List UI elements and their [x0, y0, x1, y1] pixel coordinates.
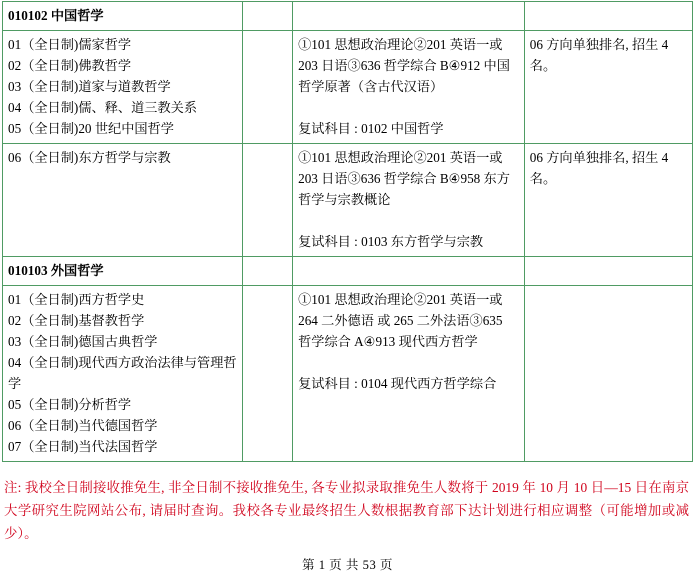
exam-subjects: ①101 思想政治理论②201 英语一或 203 日语③636 哲学综合 B④958 东方哲学与宗教概论 — [298, 150, 510, 207]
table-row — [3, 144, 693, 257]
document-page — [0, 1, 695, 571]
admissions-table — [2, 1, 693, 462]
count-cell — [242, 2, 292, 31]
direction-item: 01（全日制)西方哲学史 — [8, 292, 145, 307]
table-row — [3, 286, 693, 462]
admission-note: 注: 我校全日制接收推免生, 非全日制不接收推免生, 各专业拟录取推免生人数将于 2019 年 10 月 10 日—15 日在南京大学研究生院网站公布, 请届时查询。我校各专业最终招生人数根据教育部下达计划进行相应调整（可能增加或减少）。 — [4, 480, 689, 541]
count-cell — [242, 144, 292, 257]
remark-cell — [524, 257, 692, 286]
direction-item: 06（全日制)东方哲学与宗教 — [8, 150, 171, 165]
spacer — [298, 97, 519, 118]
direction-item: 04（全日制)儒、释、道三教关系 — [8, 100, 198, 115]
direction-item: 03（全日制)道家与道教哲学 — [8, 79, 171, 94]
exam-cell — [293, 257, 525, 286]
retest-subjects: 复试科目 : 0102 中国哲学 — [298, 121, 444, 136]
direction-item: 03（全日制)德国古典哲学 — [8, 334, 158, 349]
page-footer: 第 1 页 共 53 页 — [301, 558, 393, 572]
remark-cell — [524, 286, 692, 462]
spacer — [298, 210, 519, 231]
direction-item: 04（全日制)现代西方政治法律与管理哲学 — [8, 355, 237, 391]
direction-item: 06（全日制)当代德国哲学 — [8, 418, 158, 433]
remark-cell: 06 方向单独排名, 招生 4 名。 — [524, 144, 692, 257]
table-row-major-code — [3, 257, 693, 286]
exam-cell — [293, 31, 525, 144]
retest-subjects: 复试科目 : 0104 现代西方哲学综合 — [298, 376, 497, 391]
exam-cell — [293, 286, 525, 462]
exam-subjects: ①101 思想政治理论②201 英语一或 264 二外德语 或 265 二外法语③635 哲学综合 A④913 现代西方哲学 — [298, 292, 503, 349]
exam-cell — [293, 2, 525, 31]
remark-cell — [524, 2, 692, 31]
direction-item: 01（全日制)儒家哲学 — [8, 37, 132, 52]
count-cell — [242, 257, 292, 286]
direction-item: 02（全日制)佛教哲学 — [8, 58, 132, 73]
direction-item: 07（全日制)当代法国哲学 — [8, 439, 158, 454]
spacer — [298, 352, 519, 373]
remark-cell: 06 方向单独排名, 招生 4 名。 — [524, 31, 692, 144]
table-row-major-code — [3, 2, 693, 31]
exam-subjects: ①101 思想政治理论②201 英语一或 203 日语③636 哲学综合 B④912 中国哲学原著（含古代汉语） — [298, 37, 510, 94]
directions-cell — [3, 286, 243, 462]
major-code-cell: 010102 中国哲学 — [3, 2, 243, 31]
count-cell — [242, 31, 292, 144]
retest-subjects: 复试科目 : 0103 东方哲学与宗教 — [298, 234, 484, 249]
direction-item: 02（全日制)基督教哲学 — [8, 313, 145, 328]
directions-cell — [3, 144, 243, 257]
direction-item: 05（全日制)20 世纪中国哲学 — [8, 121, 174, 136]
count-cell — [242, 286, 292, 462]
directions-cell — [3, 31, 243, 144]
table-row — [3, 31, 693, 144]
exam-cell — [293, 144, 525, 257]
major-code-cell: 010103 外国哲学 — [3, 257, 243, 286]
direction-item: 05（全日制)分析哲学 — [8, 397, 132, 412]
